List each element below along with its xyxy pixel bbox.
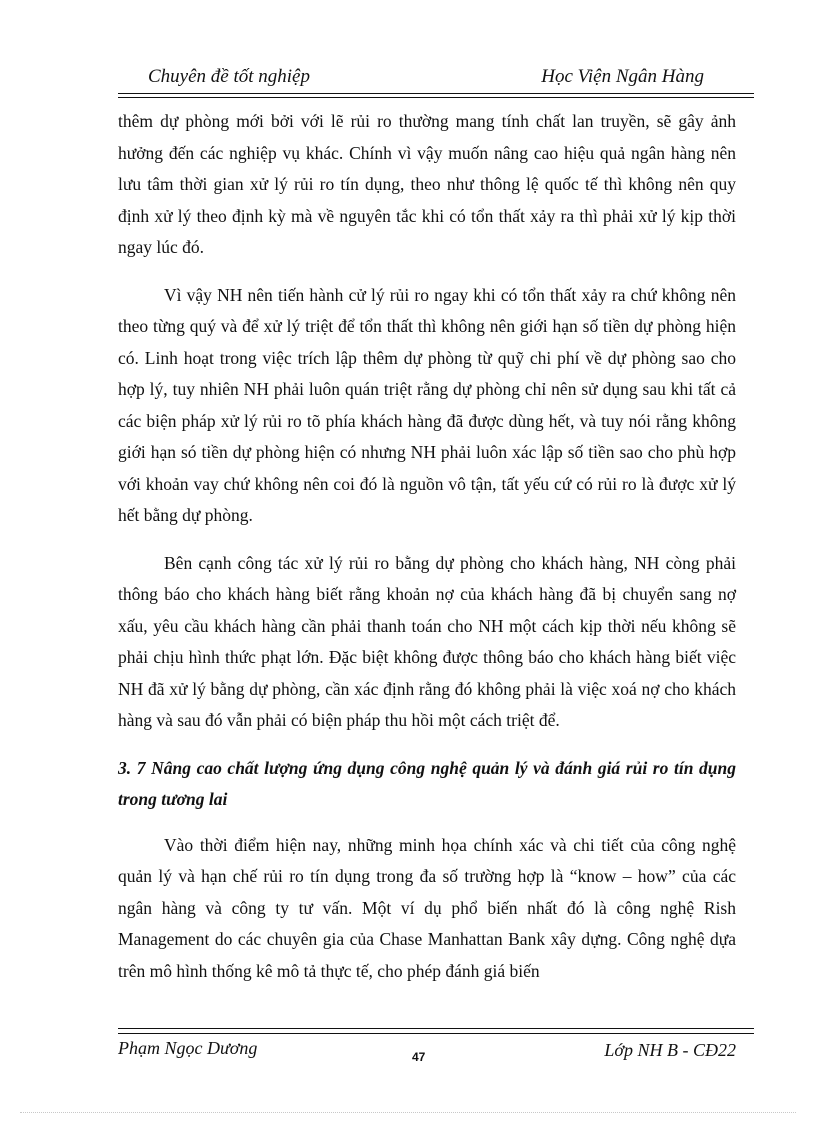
- page-number: 47: [412, 1050, 426, 1064]
- section-paragraph: Vào thời điểm hiện nay, những minh họa chính xác và chi tiết của công nghệ quản lý và hạn chế rủi ro tín dụng trong đa số trường hợp là “know – how” của các ngân hàng và công ty tư vấn. Một ví dụ phổ biến nhất đó là công nghệ Rish Management do các chuyên gia của Chase Manhattan Bank xây dựng. Công nghệ dựa trên mô hình thống kê mô tả thực tế, cho phép đánh giá biến: [118, 834, 736, 981]
- paragraph: Bên cạnh công tác xử lý rủi ro bằng dự phòng cho khách hàng, NH còng phải thông báo cho khách hàng biết rằng khoản nợ của khách hàng đã bị chuyển sang nợ xấu, yêu cầu khách hàng cần phải thanh toán cho NH một cách kịp thời nếu không sẽ phải chịu hình thức phạt lớn. Đặc biệt không được thông báo cho khách hàng biết việc NH đã xử lý bằng dự phòng, cần xác định rằng đó không phải là việc xoá nợ cho khách hàng và sau đó vẫn phải có biện pháp thu hồi một cách triệt để.: [118, 552, 736, 730]
- page-header: [118, 62, 754, 98]
- section-heading: 3. 7 Nâng cao chất lượng ứng dụng công nghệ quản lý và đánh giá rủi ro tín dụng trong tương lai: [118, 757, 736, 809]
- paragraph: Vì vậy NH nên tiến hành cử lý rủi ro ngay khi có tổn thất xảy ra chứ không nên theo từng quý và để xử lý triệt để tổn thất thì không nên giới hạn số tiền dự phòng hiện có. Linh hoạt trong việc trích lập thêm dự phòng từ quỹ chi phí về dự phòng sao cho hợp lý, tuy nhiên NH phải luôn quán triệt rằng dự phòng chỉ nên sử dụng sau khi tất cả các biện pháp xử lý rủi ro tõ phía khách hàng đã được dùng hết, và tuy nói rằng không giới hạn só tiền dự phòng hiện có nhưng NH phải luôn xác lập số tiền sao cho phù hợp với khoản vay chứ không nên coi đó là nguồn vô tận, tất yếu cứ có rủi ro là được xử lý hết bằng dự phòng.: [118, 284, 736, 525]
- footer-class: Lớp NH B - CĐ22: [604, 1040, 736, 1060]
- footer-rule: [118, 1028, 754, 1034]
- page-edge: [20, 1112, 796, 1113]
- header-document-type: Chuyên đề tốt nghiệp: [148, 66, 310, 87]
- header-institution: Học Viện Ngân Hàng: [541, 66, 704, 87]
- document-body: [118, 106, 736, 1003]
- footer-author: Phạm Ngọc Dương: [118, 1038, 258, 1058]
- header-rule: [118, 93, 754, 98]
- paragraph-continued: thêm dự phòng mới bởi với lẽ rủi ro thường mang tính chất lan truyền, sẽ gây ảnh hưởng đến các nghiệp vụ khác. Chính vì vậy muốn nâng cao hiệu quả ngân hàng nên lưu tâm thời gian xử lý rủi ro tín dụng, theo như thông lệ quốc tế thì không nên quy định xử lý theo định kỳ mà về nguyên tắc khi có tổn thất xảy ra thì phải xử lý kịp thời ngay lúc đó.: [118, 111, 736, 257]
- page-footer: [118, 1028, 754, 1068]
